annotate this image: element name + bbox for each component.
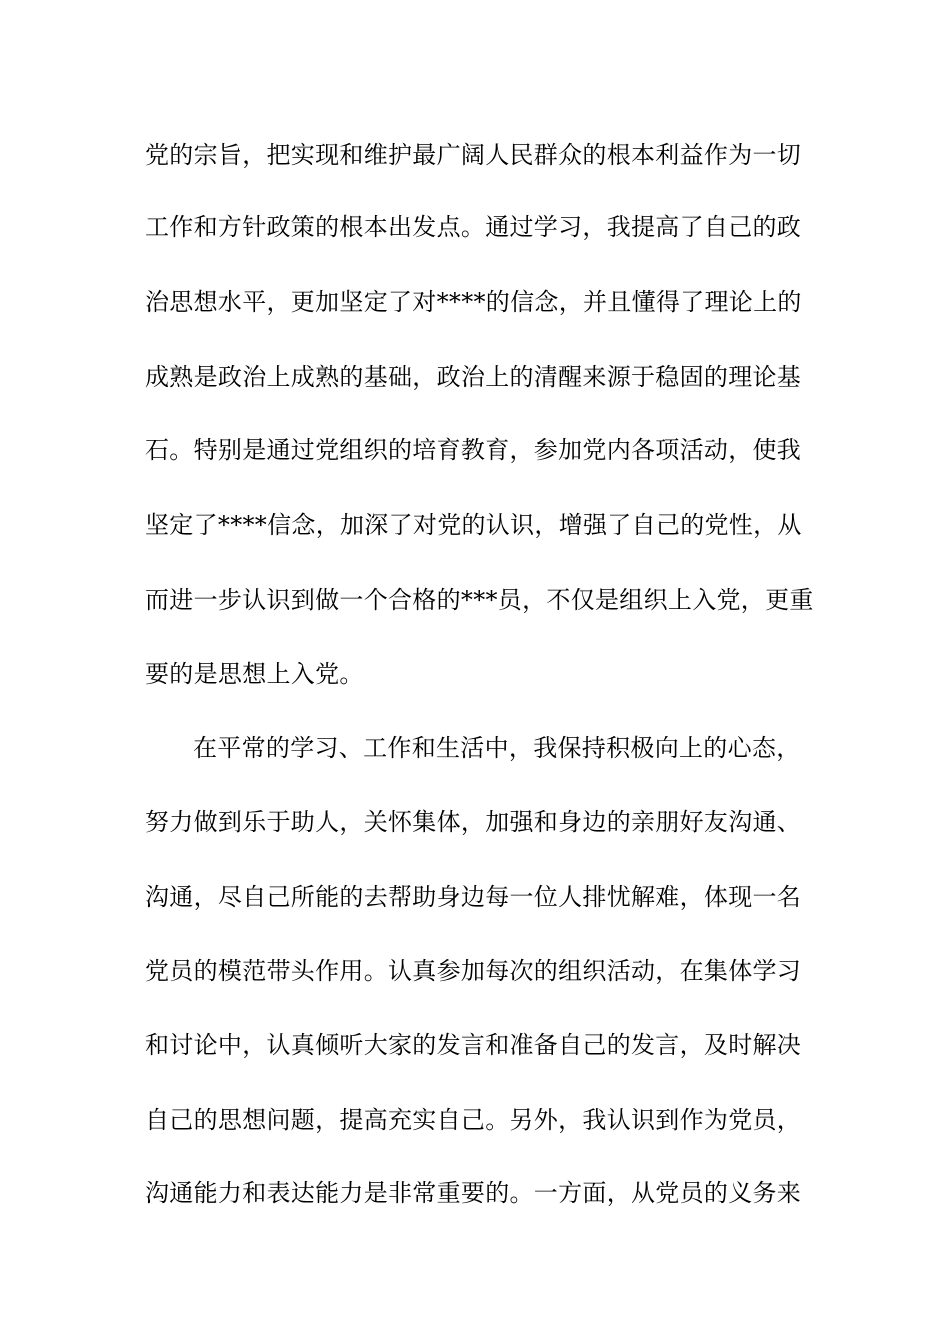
paragraph-line: 沟通，尽自己所能的去帮助身边每一位人排忧解难，体现一名: [145, 883, 802, 911]
paragraph-line: 党的宗旨，把实现和维护最广阔人民群众的根本利益作为一切: [145, 141, 802, 169]
paragraph-line: 努力做到乐于助人，关怀集体，加强和身边的亲朋好友沟通、: [145, 808, 802, 836]
paragraph-line: 而进一步认识到做一个合格的***员，不仅是组织上入党，更重: [145, 586, 814, 614]
paragraph-line: 坚定了****信念，加深了对党的认识，增强了自己的党性，从: [145, 511, 802, 539]
paragraph-line: 成熟是政治上成熟的基础，政治上的清醒来源于稳固的理论基: [145, 363, 802, 391]
paragraph-line: 自己的思想问题，提高充实自己。另外，我认识到作为党员，: [145, 1106, 802, 1134]
paragraph-line: 石。特别是通过党组织的培育教育，参加党内各项活动，使我: [145, 436, 802, 464]
paragraph-line: 治思想水平，更加坚定了对****的信念，并且懂得了理论上的: [145, 288, 802, 316]
paragraph-line: 工作和方针政策的根本出发点。通过学习，我提高了自己的政: [145, 213, 802, 241]
paragraph-line: 沟通能力和表达能力是非常重要的。一方面，从党员的义务来: [145, 1179, 802, 1207]
paragraph-line: 党员的模范带头作用。认真参加每次的组织活动，在集体学习: [145, 957, 802, 985]
paragraph-line: 要的是思想上入党。: [145, 660, 364, 688]
paragraph-line: 在平常的学习、工作和生活中，我保持积极向上的心态，: [193, 734, 801, 762]
paragraph-line: 和讨论中，认真倾听大家的发言和准备自己的发言，及时解决: [145, 1031, 802, 1059]
